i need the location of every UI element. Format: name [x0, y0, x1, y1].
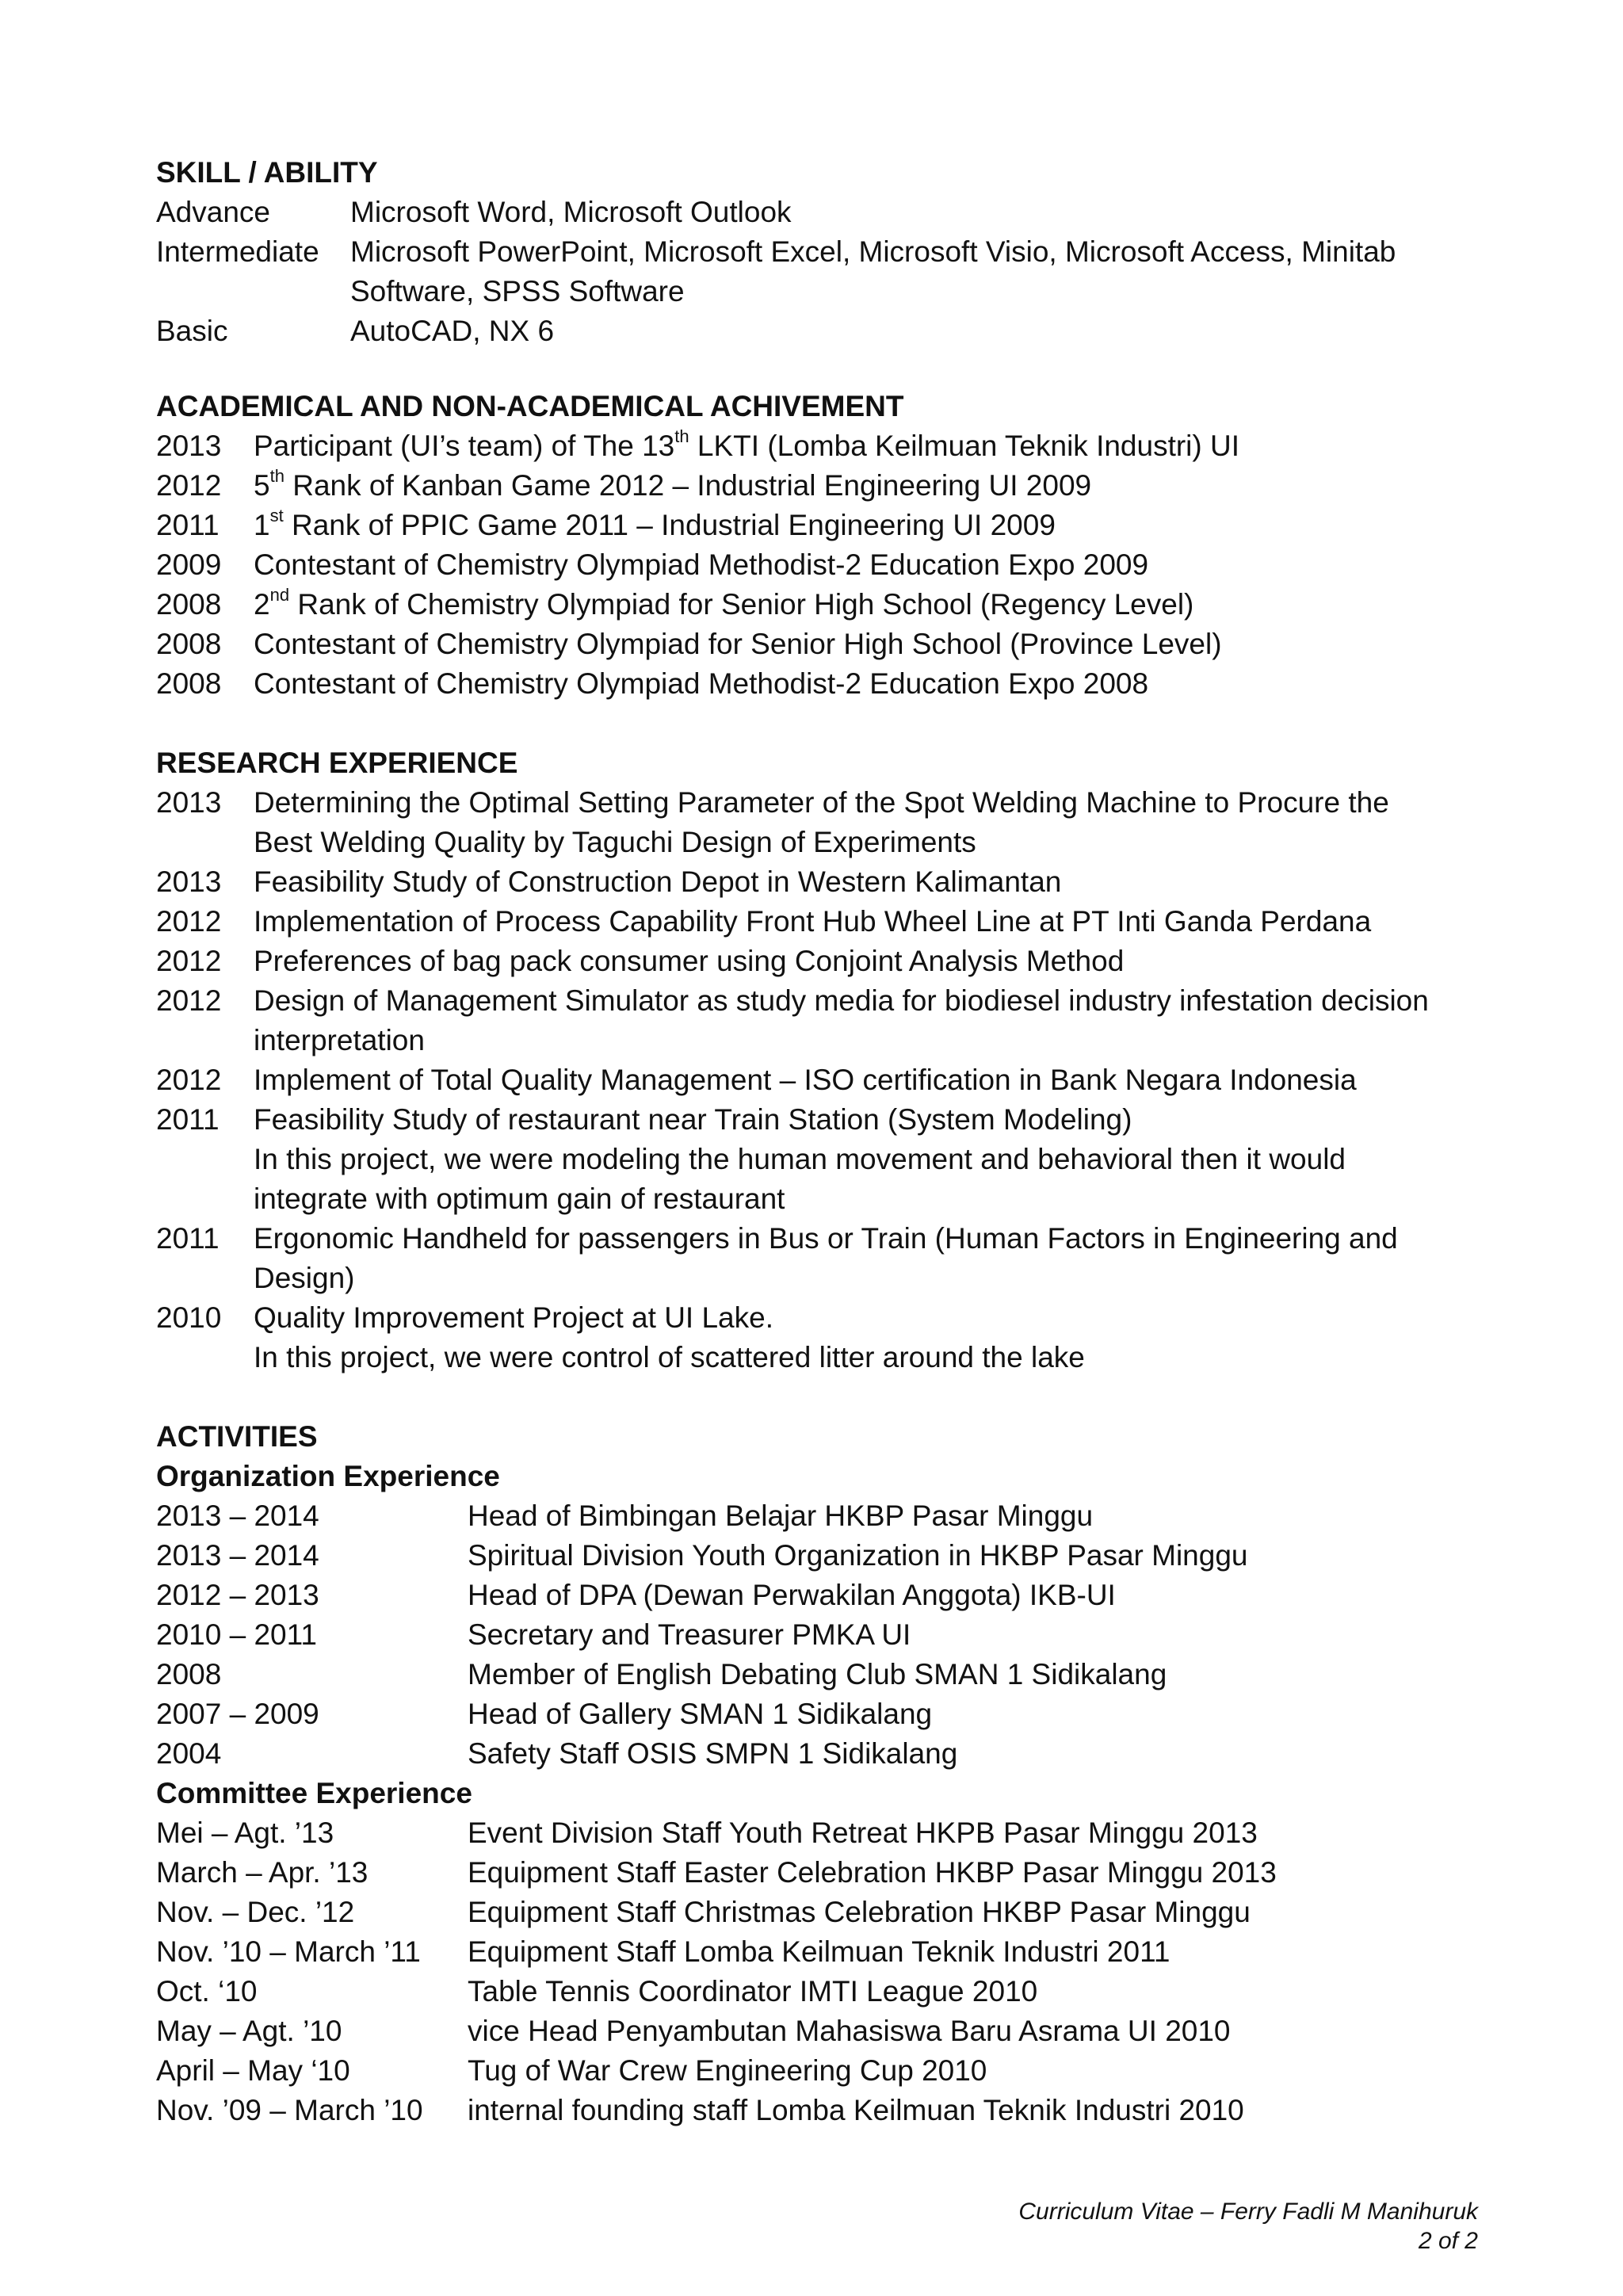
committee-period: April – May ‘10	[156, 2054, 350, 2087]
research-title: Ergonomic Handheld for passengers in Bus or Train (Human Factors in Engineering and	[254, 1222, 1398, 1255]
research-title: Design of Management Simulator as study media for biodiesel industry infestation decision	[254, 984, 1429, 1017]
committee-role: vice Head Penyambutan Mahasiswa Baru Asrama UI 2010	[468, 2015, 1231, 2047]
research-heading: RESEARCH EXPERIENCE	[156, 747, 518, 779]
committee-subheading: Committee Experience	[156, 1777, 472, 1809]
skill-level: Intermediate	[156, 235, 319, 268]
committee-role: Equipment Staff Easter Celebration HKBP Pasar Minggu 2013	[468, 1856, 1277, 1889]
committee-role: Table Tennis Coordinator IMTI League 2010	[468, 1975, 1038, 2008]
organization-role: Head of Gallery SMAN 1 Sidikalang	[468, 1698, 933, 1730]
footer-page-number: 2 of 2	[1418, 2228, 1478, 2254]
achievement-year: 2009	[156, 548, 222, 581]
research-year: 2013	[156, 786, 222, 819]
achievement-year: 2012	[156, 469, 222, 502]
achievement-text: Contestant of Chemistry Olympiad for Senior High School (Province Level)	[254, 628, 1222, 660]
committee-period: Nov. ’10 – March ’11	[156, 1935, 421, 1968]
achievements-heading: ACADEMICAL AND NON-ACADEMICAL ACHIVEMENT	[156, 390, 904, 422]
research-title: Feasibility Study of restaurant near Train Station (System Modeling)	[254, 1103, 1132, 1136]
committee-period: March – Apr. ’13	[156, 1856, 369, 1889]
committee-role: Event Division Staff Youth Retreat HKPB Pasar Minggu 2013	[468, 1817, 1258, 1849]
committee-period: May – Agt. ’10	[156, 2015, 342, 2047]
committee-period: Nov. ’09 – March ’10	[156, 2094, 423, 2126]
research-year: 2012	[156, 945, 222, 977]
skill-level: Advance	[156, 196, 270, 228]
committee-period: Oct. ‘10	[156, 1975, 258, 2008]
committee-period: Mei – Agt. ’13	[156, 1817, 334, 1849]
skills-heading: SKILL / ABILITY	[156, 156, 378, 189]
footer-title: Curriculum Vitae – Ferry Fadli M Manihuruk	[1018, 2199, 1478, 2225]
achievement-text: 5th Rank of Kanban Game 2012 – Industrial Engineering UI 2009	[254, 465, 1092, 502]
committee-role: internal founding staff Lomba Keilmuan Teknik Industri 2010	[468, 2094, 1244, 2126]
activities-heading: ACTIVITIES	[156, 1420, 318, 1453]
skill-level: Basic	[156, 315, 228, 347]
committee-role: Equipment Staff Christmas Celebration HKBP Pasar Minggu	[468, 1896, 1251, 1928]
committee-role: Tug of War Crew Engineering Cup 2010	[468, 2054, 987, 2087]
organization-period: 2012 – 2013	[156, 1579, 319, 1611]
committee-period: Nov. – Dec. ’12	[156, 1896, 355, 1928]
organization-role: Spiritual Division Youth Organization in HKBP Pasar Minggu	[468, 1539, 1248, 1572]
organization-role: Head of Bimbingan Belajar HKBP Pasar Minggu	[468, 1499, 1094, 1532]
achievement-year: 2008	[156, 628, 222, 660]
achievement-text: Contestant of Chemistry Olympiad Methodist-2 Education Expo 2009	[254, 548, 1149, 581]
organization-role: Secretary and Treasurer PMKA UI	[468, 1618, 911, 1651]
skill-items: AutoCAD, NX 6	[350, 315, 555, 347]
committee-role: Equipment Staff Lomba Keilmuan Teknik Industri 2011	[468, 1935, 1170, 1968]
organization-role: Head of DPA (Dewan Perwakilan Anggota) IKB-UI	[468, 1579, 1116, 1611]
organization-period: 2004	[156, 1737, 222, 1770]
research-title: Determining the Optimal Setting Parameter of the Spot Welding Machine to Procure the	[254, 786, 1389, 819]
research-title: Preferences of bag pack consumer using Conjoint Analysis Method	[254, 945, 1125, 977]
achievement-text: Participant (UI’s team) of The 13th LKTI (Lomba Keilmuan Teknik Industri) UI	[254, 426, 1240, 462]
organization-role: Safety Staff OSIS SMPN 1 Sidikalang	[468, 1737, 958, 1770]
achievement-text: 2nd Rank of Chemistry Olympiad for Senior High School (Regency Level)	[254, 584, 1194, 621]
research-title: Quality Improvement Project at UI Lake.	[254, 1301, 773, 1334]
organization-period: 2010 – 2011	[156, 1618, 318, 1651]
research-year: 2011	[156, 1222, 220, 1255]
research-description: integrate with optimum gain of restaurant	[254, 1182, 785, 1215]
research-year: 2010	[156, 1301, 222, 1334]
skill-items-continued: Software, SPSS Software	[350, 275, 685, 308]
research-title: Feasibility Study of Construction Depot in Western Kalimantan	[254, 865, 1062, 898]
organization-period: 2013 – 2014	[156, 1499, 319, 1532]
achievement-year: 2011	[156, 509, 220, 541]
research-year: 2012	[156, 984, 222, 1017]
achievement-text: Contestant of Chemistry Olympiad Methodist-2 Education Expo 2008	[254, 667, 1149, 700]
skill-items: Microsoft PowerPoint, Microsoft Excel, Microsoft Visio, Microsoft Access, Minitab	[350, 235, 1396, 268]
research-title: Implementation of Process Capability Front Hub Wheel Line at PT Inti Ganda Perdana	[254, 905, 1372, 938]
achievement-year: 2008	[156, 667, 222, 700]
research-title-continued: Best Welding Quality by Taguchi Design of Experiments	[254, 826, 976, 858]
achievement-year: 2008	[156, 588, 222, 621]
research-title: Implement of Total Quality Management – ISO certification in Bank Negara Indonesia	[254, 1064, 1357, 1096]
organization-period: 2007 – 2009	[156, 1698, 319, 1730]
research-description: In this project, we were modeling the human movement and behavioral then it would	[254, 1143, 1346, 1175]
organization-period: 2013 – 2014	[156, 1539, 319, 1572]
achievement-year: 2013	[156, 430, 222, 462]
research-year: 2011	[156, 1103, 220, 1136]
research-title-continued: Design)	[254, 1262, 355, 1294]
research-description: In this project, we were control of scattered litter around the lake	[254, 1341, 1085, 1373]
research-year: 2013	[156, 865, 222, 898]
research-year: 2012	[156, 905, 222, 938]
research-year: 2012	[156, 1064, 222, 1096]
research-title-continued: interpretation	[254, 1024, 425, 1056]
organization-role: Member of English Debating Club SMAN 1 Sidikalang	[468, 1658, 1167, 1690]
achievement-text: 1st Rank of PPIC Game 2011 – Industrial Engineering UI 2009	[254, 505, 1056, 541]
organization-period: 2008	[156, 1658, 222, 1690]
organization-subheading: Organization Experience	[156, 1460, 500, 1492]
skill-items: Microsoft Word, Microsoft Outlook	[350, 196, 792, 228]
